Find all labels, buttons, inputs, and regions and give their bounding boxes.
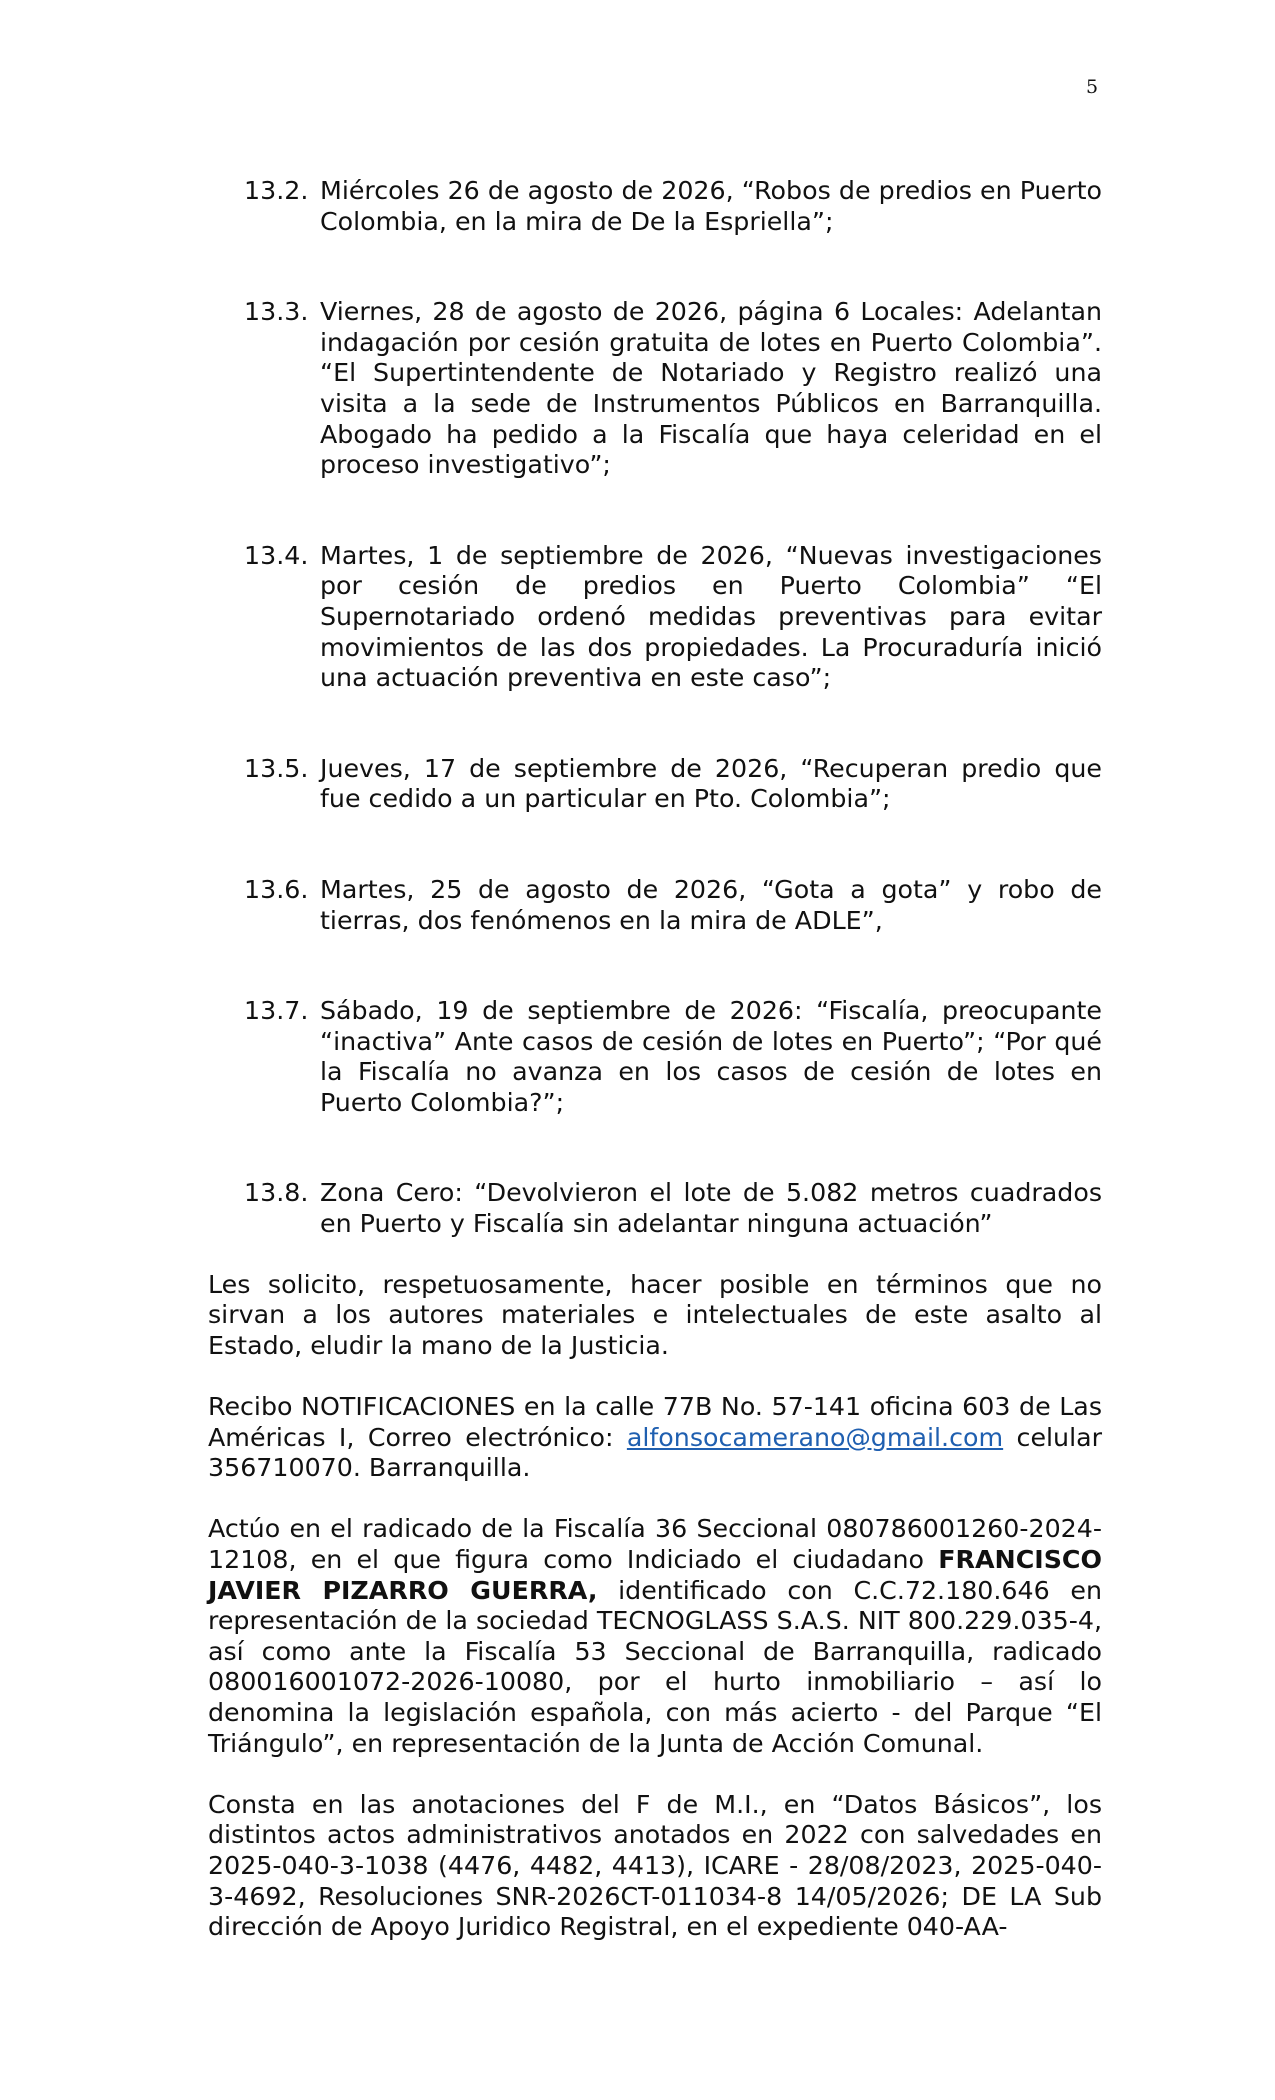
list-item-text: Jueves, 17 de septiembre de 2026, “Recuperan predio que fue cedido a un particular en Pto. Colombia”; xyxy=(320,753,1102,814)
notifications-text-end: celular 356710070. Barranquilla. xyxy=(208,1422,1102,1483)
list-item-number: 13.4. xyxy=(244,540,309,570)
notifications-text: Recibo NOTIFICACIONES en la calle 77B No. 57-141 oficina 603 de Las Américas I, Correo electrónico: xyxy=(208,1392,1102,1452)
list-item-text: Martes, 25 de agosto de 2026, “Gota a gota” y robo de tierras, dos fenómenos en la mira de ADLE”, xyxy=(320,874,1102,935)
list-item xyxy=(208,297,1102,481)
list-item-text: Martes, 1 de septiembre de 2026, “Nuevas investigaciones por cesión de predios en Puerto Colombia” “El Supernotariado ordenó medidas preventivas para evitar movimientos de las dos propiedades. La Procuraduría inició una actuación preventiva en este caso”; xyxy=(320,540,1102,693)
request-paragraph: Les solicito, respetuosamente, hacer posible en términos que no sirvan a los autores materiales e intelectuales de este asalto al Estado, eludir la mano de la Justicia. xyxy=(208,1269,1102,1360)
list-item-number: 13.6. xyxy=(244,874,309,904)
notifications-paragraph xyxy=(208,1392,1102,1484)
proceedings-text-end: identificado con C.C.72.180.646 en representación de la sociedad TECNOGLASS S.A.S. NIT 800.229.035-4, así como ante la Fiscalía 53 Seccional de Barranquilla, radicado 080016001072-2026-10080, por el hurto inmobiliario – así lo denomina la legislación española, con más acierto - del Parque “El Triángulo”, en representación de la Junta de Acción Comunal. xyxy=(208,1575,1102,1758)
defendant-name: FRANCISCO JAVIER PIZARRO GUERRA, xyxy=(208,1545,1102,1605)
page-number: 5 xyxy=(1086,76,1099,98)
list-item xyxy=(208,541,1102,694)
list-item xyxy=(208,996,1102,1118)
proceedings-paragraph xyxy=(208,1514,1102,1759)
records-paragraph: Consta en las anotaciones del F de M.I., en “Datos Básicos”, los distintos actos administrativos anotados en 2022 con salvedades en 2025-040-3-1038 (4476, 4482, 4413), ICARE - 28/08/2023, 2025-040-3-4692, Resoluciones SNR-2026CT-011034-8 14/05/2026; DE LA Sub dirección de Apoyo Juridico Registral, en el expediente 040-AA- xyxy=(208,1789,1102,1942)
list-item-number: 13.3. xyxy=(244,297,309,327)
proceedings-text: Actúo en el radicado de la Fiscalía 36 Seccional 080786001260-2024-12108, en el que figura como Indiciado el ciudadano xyxy=(208,1514,1102,1574)
list-item-text: Sábado, 19 de septiembre de 2026: “Fiscalía, preocupante “inactiva” Ante casos de cesión de lotes en Puerto”; “Por qué la Fiscalía no avanza en los casos de cesión de lotes en Puerto Colombia?”; xyxy=(320,996,1102,1117)
list-item xyxy=(208,176,1102,237)
list-item-number: 13.2. xyxy=(244,176,309,205)
document-body xyxy=(208,176,1102,1973)
list-item-text: Viernes, 28 de agosto de 2026, página 6 Locales: Adelantan indagación por cesión gratuita de lotes en Puerto Colombia”. “El Supertintendente de Notariado y Registro realizó una visita a la sede de Instrumentos Públicos en Barranquilla. Abogado ha pedido a la Fiscalía que haya celeridad en el proceso investigativo”; xyxy=(320,297,1102,480)
email-link[interactable]: alfonsocamerano@gmail.com xyxy=(626,1422,1004,1452)
list-item-number: 13.7. xyxy=(244,996,309,1026)
list-item xyxy=(208,875,1102,936)
list-item xyxy=(208,754,1102,815)
list-item-number: 13.5. xyxy=(244,753,309,783)
list-item-text: Miércoles 26 de agosto de 2026, “Robos de predios en Puerto Colombia, en la mira de De la Espriella”; xyxy=(320,176,1102,236)
list-item-number: 13.8. xyxy=(244,1178,309,1208)
list-item xyxy=(208,1178,1102,1239)
list-item-text: Zona Cero: “Devolvieron el lote de 5.082 metros cuadrados en Puerto y Fiscalía sin adelantar ninguna actuación” xyxy=(320,1178,1102,1239)
